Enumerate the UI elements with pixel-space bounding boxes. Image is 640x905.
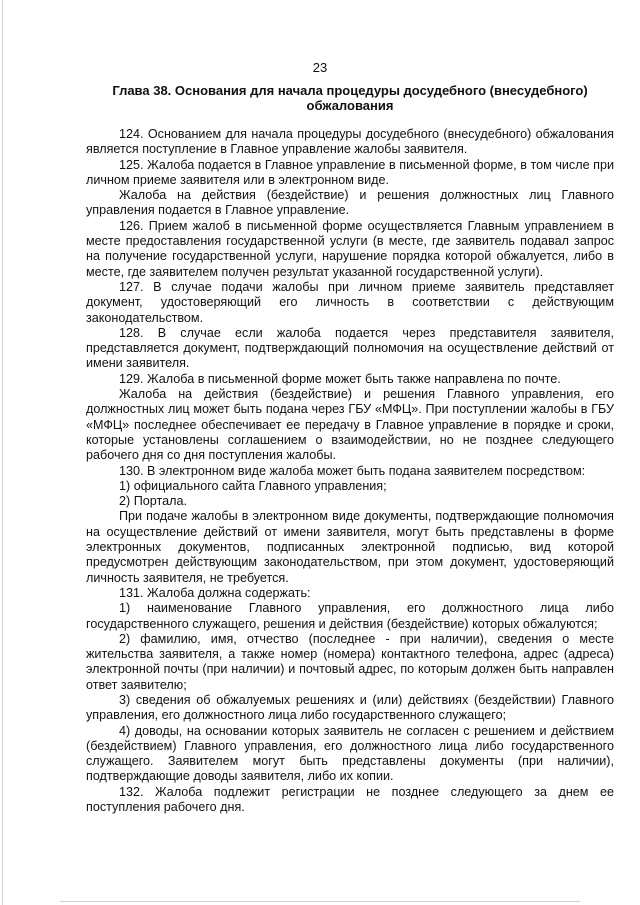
paragraph-127: 127. В случае подачи жалобы при личном приеме заявитель представляет документ, удостоверяющий его личность в соответствии с действующим законодательством. bbox=[86, 279, 614, 325]
scan-left-edge bbox=[2, 0, 3, 905]
paragraph-125-cont: Жалоба на действия (бездействие) и решения должностных лиц Главного управления подается в Главное управление. bbox=[86, 188, 614, 218]
paragraph-129-cont: Жалоба на действия (бездействие) и решения Главного управления, его должностных лиц может быть подана через ГБУ «МФЦ». При поступлении жалобы в ГБУ «МФЦ» последнее обеспечивает ее передачу в Главное управление в порядке и сроки, которые установлены соглашением о взаимодействии, но не позднее следующего рабочего дня со дня поступления жалобы. bbox=[86, 387, 614, 463]
page-number: 23 bbox=[312, 60, 328, 75]
list-item-131-4: 4) доводы, на основании которых заявитель не согласен с решением и действием (бездействием) Главного управления, его должностного лица либо государственного служащего. Заявителем могут быть представлены документы (при наличии), подтверждающие доводы заявителя, либо их копии. bbox=[86, 723, 614, 784]
scan-bottom-edge bbox=[60, 901, 580, 902]
paragraph-125: 125. Жалоба подается в Главное управление в письменной форме, в том числе при личном приеме заявителя или в электронном виде. bbox=[86, 157, 614, 187]
list-item-131-2: 2) фамилию, имя, отчество (последнее - при наличии), сведения о месте жительства заявителя, а также номер (номера) контактного телефона, адрес (адреса) электронной почты (при наличии) и почтовый адрес, по которым должен быть направлен ответ заявителю; bbox=[86, 631, 614, 692]
paragraph-124: 124. Основанием для начала процедуры досудебного (внесудебного) обжалования является поступление в Главное управление жалобы заявителя. bbox=[86, 127, 614, 157]
chapter-title: Глава 38. Основания для начала процедуры досудебного (внесудебного) обжалования bbox=[112, 83, 588, 113]
paragraph-130: 130. В электронном виде жалоба может быть подана заявителем посредством: bbox=[119, 463, 586, 478]
list-item-130-2: 2) Портала. bbox=[119, 494, 187, 509]
list-item-131-1: 1) наименование Главного управления, его должностного лица либо государственного служащего, решения и действия (бездействие) которых обжалуются; bbox=[86, 601, 614, 631]
list-item-130-1: 1) официального сайта Главного управления; bbox=[119, 478, 387, 493]
list-item-131-3: 3) сведения об обжалуемых решениях и (или) действиях (бездействии) Главного управления, его должностного лица либо государственного служащего; bbox=[86, 692, 614, 723]
paragraph-128: 128. В случае если жалоба подается через представителя заявителя, представляется документ, подтверждающий полномочия на осуществление действий от имени заявителя. bbox=[86, 325, 614, 371]
paragraph-126: 126. Прием жалоб в письменной форме осуществляется Главным управлением в месте предоставления государственной услуги (в месте, где заявитель подавал запрос на получение государственной услуги, нарушение порядка которой обжалуется, либо в месте, где заявителем получен результат указанной государственной услуги). bbox=[86, 218, 614, 279]
paragraph-131: 131. Жалоба должна содержать: bbox=[119, 585, 311, 600]
paragraph-130-cont: При подаче жалобы в электронном виде документы, подтверждающие полномочия на осуществление действий от имени заявителя, могут быть представлены в форме электронных документов, подписанных электронной подписью, вид которой предусмотрен действующим законодательством, при этом документ, удостоверяющий личность заявителя, не требуется. bbox=[86, 509, 614, 585]
paragraph-132: 132. Жалоба подлежит регистрации не позднее следующего за днем ее поступления рабочего дня. bbox=[86, 784, 614, 815]
document-body bbox=[86, 127, 614, 815]
paragraph-129: 129. Жалоба в письменной форме может быть также направлена по почте. bbox=[119, 371, 561, 386]
